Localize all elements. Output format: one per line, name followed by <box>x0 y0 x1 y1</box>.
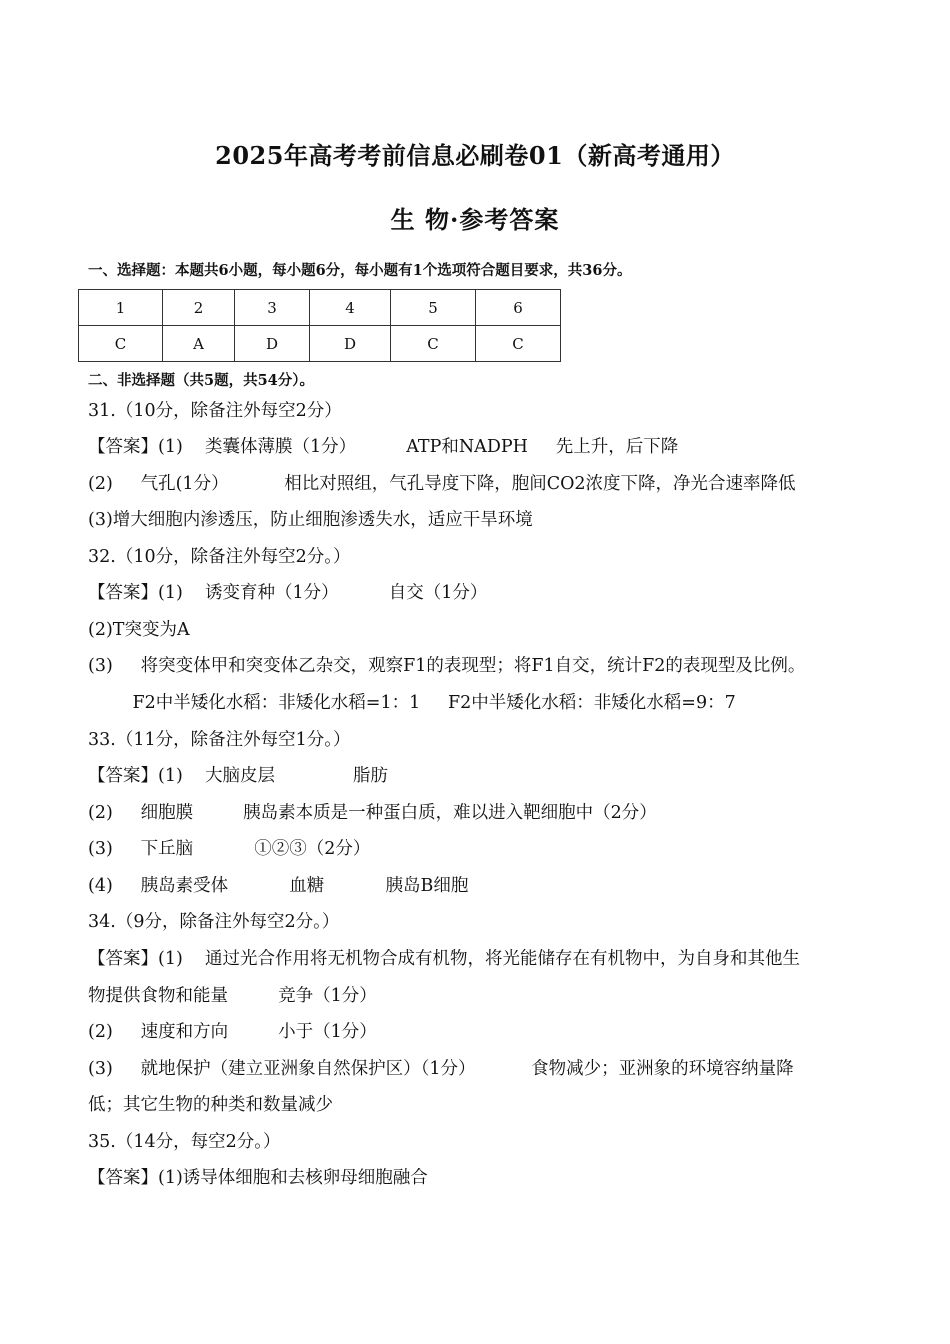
answer-line: 33.（11分，除备注外每空1分。） <box>88 730 351 750</box>
answer-line: 【答案】(1) 大脑皮层 脂肪 <box>88 766 388 786</box>
answer-line: 35.（14分，每空2分。） <box>88 1132 281 1152</box>
answer-line: 【答案】(1) 诱变育种（1分） 自交（1分） <box>88 583 488 603</box>
question-number: 3 <box>235 290 310 326</box>
answer-cell: D <box>310 326 391 362</box>
answer-line: 物提供食物和能量 竞争（1分） <box>88 986 377 1006</box>
answer-line: (2) 速度和方向 小于（1分） <box>88 1022 377 1042</box>
question-number: 4 <box>310 290 391 326</box>
answer-line: (3) 下丘脑 ①②③（2分） <box>88 839 371 859</box>
answer-line: 【答案】(1) 类囊体薄膜（1分） ATP和NADPH 先上升，后下降 <box>88 437 679 457</box>
answer-line: (2) 细胞膜 胰岛素本质是一种蛋白质，难以进入靶细胞中（2分） <box>88 803 657 823</box>
section1-heading: 一、选择题：本题共6小题，每小题6分，每小题有1个选项符合题目要求，共36分。 <box>88 262 632 279</box>
answer-line: (2) 气孔(1分） 相比对照组，气孔导度下降，胞间CO2浓度下降，净光合速率降低 <box>88 474 796 494</box>
answer-line: 【答案】(1)诱导体细胞和去核卵母细胞融合 <box>88 1168 428 1188</box>
answer-line: 32.（10分，除备注外每空2分。） <box>88 547 351 567</box>
answer-line: 【答案】(1) 通过光合作用将无机物合成有机物，将光能储存在有机物中，为自身和其他生 <box>88 949 801 969</box>
answer-cell: C <box>391 326 476 362</box>
answer-cell: C <box>476 326 561 362</box>
page-subtitle: 生 物·参考答案 <box>390 205 560 234</box>
answer-line: (3)增大细胞内渗透压，防止细胞渗透失水，适应干旱环境 <box>88 510 533 530</box>
question-number: 1 <box>79 290 163 326</box>
question-number-row <box>79 290 561 326</box>
answer-line: (2)T突变为A <box>88 620 190 640</box>
answer-row <box>79 326 561 362</box>
answer-cell: D <box>235 326 310 362</box>
answer-line: 34.（9分，除备注外每空2分。） <box>88 912 340 932</box>
answer-line: 低；其它生物的种类和数量减少 <box>88 1095 333 1115</box>
answer-line: (4) 胰岛素受体 血糖 胰岛B细胞 <box>88 876 469 896</box>
answer-cell: A <box>163 326 235 362</box>
answer-line: 31.（10分，除备注外每空2分） <box>88 401 342 421</box>
question-number: 5 <box>391 290 476 326</box>
question-number: 6 <box>476 290 561 326</box>
section2-heading: 二、非选择题（共5题，共54分）。 <box>88 372 315 389</box>
answer-line: F2中半矮化水稻：非矮化水稻=1：1 F2中半矮化水稻：非矮化水稻=9：7 <box>88 693 736 713</box>
answer-line: (3) 将突变体甲和突变体乙杂交，观察F1的表现型；将F1自交，统计F2的表现型及比例。 <box>88 656 806 676</box>
page-title: 2025年高考考前信息必刷卷01（新高考通用） <box>215 141 735 170</box>
answer-cell: C <box>79 326 163 362</box>
answer-line: (3) 就地保护（建立亚洲象自然保护区）（1分） 食物减少；亚洲象的环境容纳量降 <box>88 1059 794 1079</box>
choice-answer-table <box>78 289 561 362</box>
question-number: 2 <box>163 290 235 326</box>
